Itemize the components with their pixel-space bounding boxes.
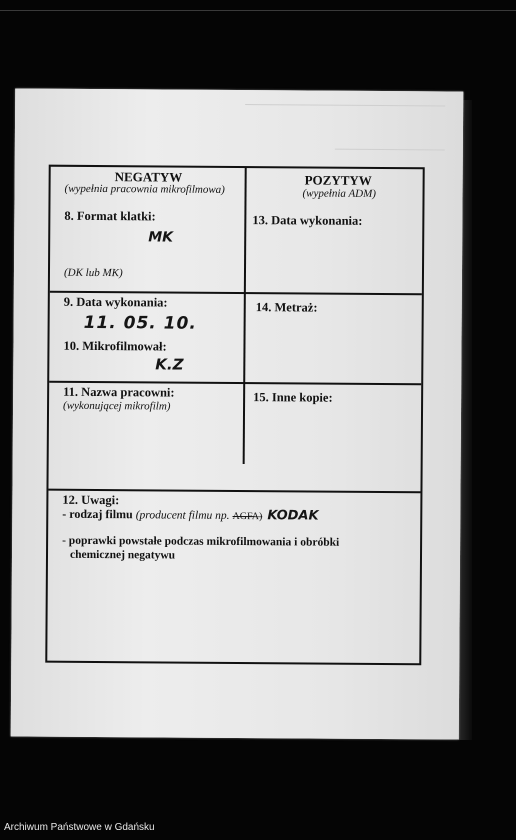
pozytyw-title: POZYTYW [304, 172, 372, 188]
nazwa-pracowni-label: 11. Nazwa pracowni: [63, 384, 175, 400]
top-border-line [0, 10, 516, 11]
film-type-line [62, 507, 318, 524]
mikrofilmowal-label: 10. Mikrofilmował: [63, 338, 167, 354]
pozytyw-date-label: 13. Data wykonania: [252, 213, 363, 228]
mikrofilmowal-value: K.Z [155, 355, 184, 374]
column-divider [243, 168, 247, 464]
microfilm-record-card [11, 88, 464, 739]
format-klatki-value: MK [148, 229, 174, 246]
scan-smudge [335, 149, 445, 151]
metraz-label: 14. Metraż: [255, 300, 318, 315]
negatyw-date-label: 9. Data wykonania: [63, 294, 168, 310]
form-grid [45, 165, 424, 666]
format-klatki-label: 8. Format klatki: [64, 208, 156, 224]
archive-footer: Archiwum Państwowe w Gdańsku [4, 822, 155, 833]
negatyw-date-value: 11. 05. 10. [83, 312, 197, 334]
negatyw-title: NEGATYW [114, 169, 183, 185]
inne-kopie-label: 15. Inne kopie: [253, 390, 333, 405]
nazwa-pracowni-note: (wykonującej mikrofilm) [63, 399, 171, 413]
uwagi-label: 12. Uwagi: [62, 492, 120, 508]
format-klatki-note: (DK lub MK) [63, 266, 123, 280]
film-type-label: - rodzaj filmu [62, 506, 133, 522]
film-type-value: KODAK [267, 508, 319, 524]
scan-smudge [245, 104, 445, 106]
film-example-struck: AGFA) [232, 510, 263, 523]
negatyw-subtitle: (wypełnia pracownia mikrofilmowa) [64, 182, 225, 196]
film-producent-hint: (producent filmu np. [135, 509, 230, 522]
corrections-line-cont: chemicznej negatywu [69, 548, 176, 562]
pozytyw-subtitle: (wypełnia ADM) [302, 187, 377, 200]
corrections-line: - poprawki powstałe podczas mikrofilmowania i obróbki [62, 534, 340, 549]
